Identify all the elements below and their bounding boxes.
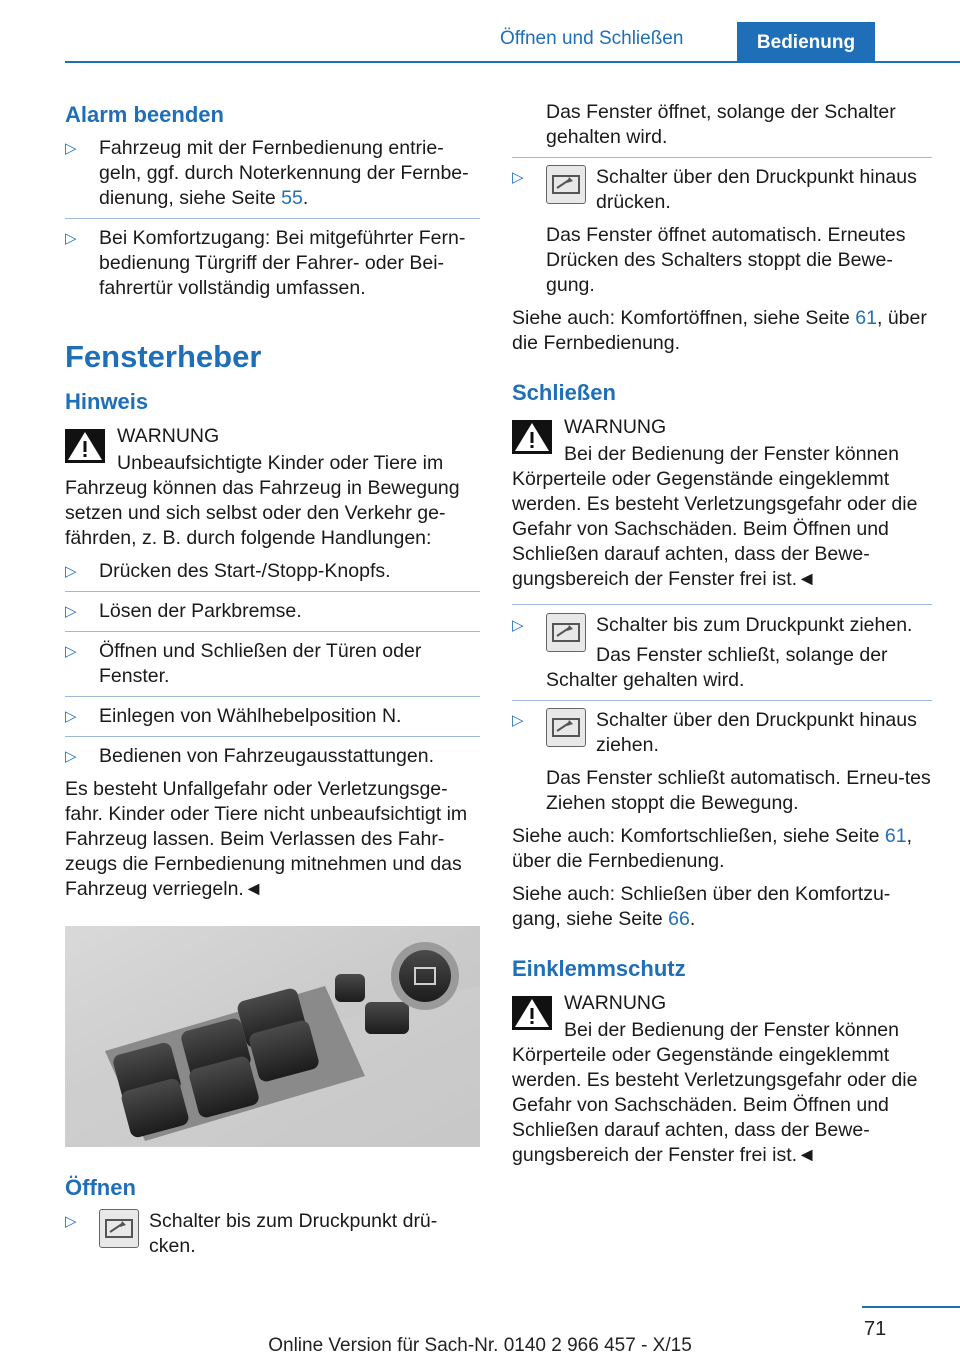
warning-label: WARNUNG: [564, 992, 667, 1014]
alarm-heading: Alarm beenden: [65, 102, 224, 127]
warning-line1: Bei der Bedienung der Fenster können: [564, 443, 899, 465]
list-item: [65, 704, 480, 729]
oeffnen-text-1: Das Fenster öffnet, solange der Schalter gehalten wird.: [546, 101, 896, 148]
warning-icon: [65, 429, 105, 463]
list-item: [65, 559, 480, 584]
window-switch-photo: [65, 926, 480, 1147]
list-item: [65, 639, 480, 689]
list-item: [65, 744, 480, 769]
oeffnen-heading: Öffnen: [65, 1175, 136, 1200]
bullet-triangle-icon: ▷: [512, 712, 524, 729]
page-link-61[interactable]: 61: [884, 825, 907, 847]
bullet-triangle-icon: ▷: [65, 603, 77, 620]
oeffnen-text-2: Das Fenster öffnet automatisch. Erneutes Drücken des Schalters stoppt die Bewe-gung.: [546, 224, 906, 296]
bullet-text: Fahrzeug mit der Fernbedienung entrie-geln, ggf. durch Noterkennung der Fernbe-dienung, siehe Seite: [99, 137, 469, 209]
alarm-bullet-1: [65, 136, 480, 211]
warning-block: [65, 421, 480, 551]
schliessen-heading: Schließen: [512, 380, 616, 405]
see-also-2: [512, 824, 932, 874]
schliessen-bullet-1: [512, 613, 932, 693]
list-item-text: Lösen der Parkbremse.: [99, 600, 302, 622]
schliessen-text-2: Das Fenster schließt automatisch. Erneu-tes Ziehen stoppt die Bewegung.: [546, 767, 931, 814]
bullet-text: Schalter bis zum Druckpunkt drü-cken.: [149, 1210, 438, 1257]
page-link-61[interactable]: 61: [855, 307, 877, 329]
list-item-text: Öffnen und Schließen der Türen oder Fenster.: [99, 640, 422, 687]
see-also-1: [512, 306, 932, 356]
page-link-55[interactable]: 55: [281, 187, 303, 209]
list-item-text: Bedienen von Fahrzeugausstattungen.: [99, 745, 434, 767]
bullet-triangle-icon: ▷: [65, 748, 77, 765]
page-number: 71: [864, 1318, 887, 1340]
divider: [65, 696, 480, 697]
left-column: [65, 100, 480, 1259]
warning-text: Körperteile oder Gegenstände eingeklemmt werden. Es besteht Verletzungsgefahr oder die Gefahr von Sachschäden. Beim Öffnen und Schließen darauf achten, dass der Bewe-gungsbereich der Fenster frei ist.◄: [512, 1044, 918, 1166]
footer-rule: [862, 1306, 960, 1308]
alarm-bullet-2: [65, 226, 480, 301]
warning-icon: [512, 996, 552, 1030]
bullet-triangle-icon: ▷: [512, 617, 524, 634]
warning-text: Körperteile oder Gegenstände eingeklemmt werden. Es besteht Verletzungsgefahr oder die Gefahr von Sachschäden. Beim Öffnen und Schließen darauf achten, dass der Bewe-gungsbereich der Fenster frei ist.◄: [512, 468, 918, 590]
window-switch-icon: [546, 613, 586, 652]
bullet-triangle-icon: ▷: [65, 1213, 77, 1230]
bullet-text-end: .: [302, 187, 309, 209]
window-switch-icon: [546, 708, 586, 747]
page-link-66[interactable]: 66: [668, 908, 690, 930]
warning-line1: Unbeaufsichtigte Kinder oder Tiere im: [117, 452, 444, 474]
see-also-text-end: , über die Fernbedienung.: [512, 825, 912, 872]
divider: [65, 591, 480, 592]
right-column: [512, 100, 932, 1168]
see-also-text: Siehe auch: Komfortöffnen, siehe Seite: [512, 307, 856, 329]
see-also-text-end: .: [689, 908, 696, 930]
bullet-triangle-icon: ▷: [512, 169, 524, 186]
oeffnen-bullet-2: [512, 165, 932, 215]
bullet-triangle-icon: ▷: [65, 563, 77, 580]
header-section-title: Öffnen und Schließen: [500, 28, 684, 49]
warning-block: [512, 412, 932, 592]
see-also-3: [512, 882, 932, 932]
schliessen-text-rest: Schalter gehalten wird.: [546, 669, 745, 691]
einklemmschutz-heading: Einklemmschutz: [512, 956, 686, 981]
warning-text: Fahrzeug können das Fahrzeug in Bewegung setzen und sich selbst oder den Verkehr ge-fährden, z. B. durch folgende Handlungen:: [65, 477, 460, 549]
bullet-text: Schalter über den Druckpunkt hinaus drücken.: [596, 166, 917, 213]
window-switch-icon: [546, 165, 586, 204]
warning-label: WARNUNG: [117, 425, 220, 447]
list-item-text: Drücken des Start-/Stopp-Knopfs.: [99, 560, 391, 582]
divider: [65, 218, 480, 219]
warning-line1: Bei der Bedienung der Fenster können: [564, 1019, 899, 1041]
danger-paragraph: Es besteht Unfallgefahr oder Verletzungsge-fahr. Kinder oder Tiere nicht unbeaufsichtigt im Fahrzeug lassen. Beim Verlassen des Fahr-zeugs die Fernbedienung mitnehmen und das Fahrzeug verriegeln.◄: [65, 778, 468, 900]
header-rule: [65, 61, 960, 63]
bullet-text: Schalter über den Druckpunkt hinaus ziehen.: [596, 709, 917, 756]
list-item: [65, 599, 480, 624]
section-heading: Fensterheber: [65, 339, 262, 374]
hinweis-heading: Hinweis: [65, 389, 149, 414]
oeffnen-bullet-1: [65, 1209, 480, 1259]
schliessen-text-inline: Das Fenster schließt, solange der: [596, 644, 888, 666]
bullet-triangle-icon: ▷: [65, 643, 77, 660]
warning-icon: [512, 420, 552, 454]
bullet-triangle-icon: ▷: [65, 708, 77, 725]
bullet-text: Schalter bis zum Druckpunkt ziehen.: [596, 614, 913, 636]
list-item-text: Einlegen von Wählhebelposition N.: [99, 705, 402, 727]
see-also-text-end: , über die Fernbedienung.: [512, 307, 927, 354]
bullet-text: Bei Komfortzugang: Bei mitgeführter Fern-bedienung Türgriff der Fahrer- oder Bei-fahrertür vollständig umfassen.: [99, 227, 466, 299]
divider: [65, 736, 480, 737]
online-version-footer: Online Version für Sach-Nr. 0140 2 966 457 - X/15: [268, 1335, 692, 1356]
see-also-text: Siehe auch: Komfortschließen, siehe Seite: [512, 825, 885, 847]
header-chapter-tab: Bedienung: [737, 22, 875, 63]
divider: [512, 157, 932, 158]
bullet-triangle-icon: ▷: [65, 230, 77, 247]
schliessen-bullet-2: [512, 708, 932, 758]
divider: [512, 700, 932, 701]
divider: [512, 604, 932, 605]
warning-block: [512, 988, 932, 1168]
see-also-text: Siehe auch: Schließen über den Komfortzu-gang, siehe Seite: [512, 883, 891, 930]
handlungen-list: [65, 559, 480, 769]
divider: [65, 631, 480, 632]
window-switch-icon: [99, 1209, 139, 1248]
bullet-triangle-icon: ▷: [65, 140, 77, 157]
warning-label: WARNUNG: [564, 416, 667, 438]
